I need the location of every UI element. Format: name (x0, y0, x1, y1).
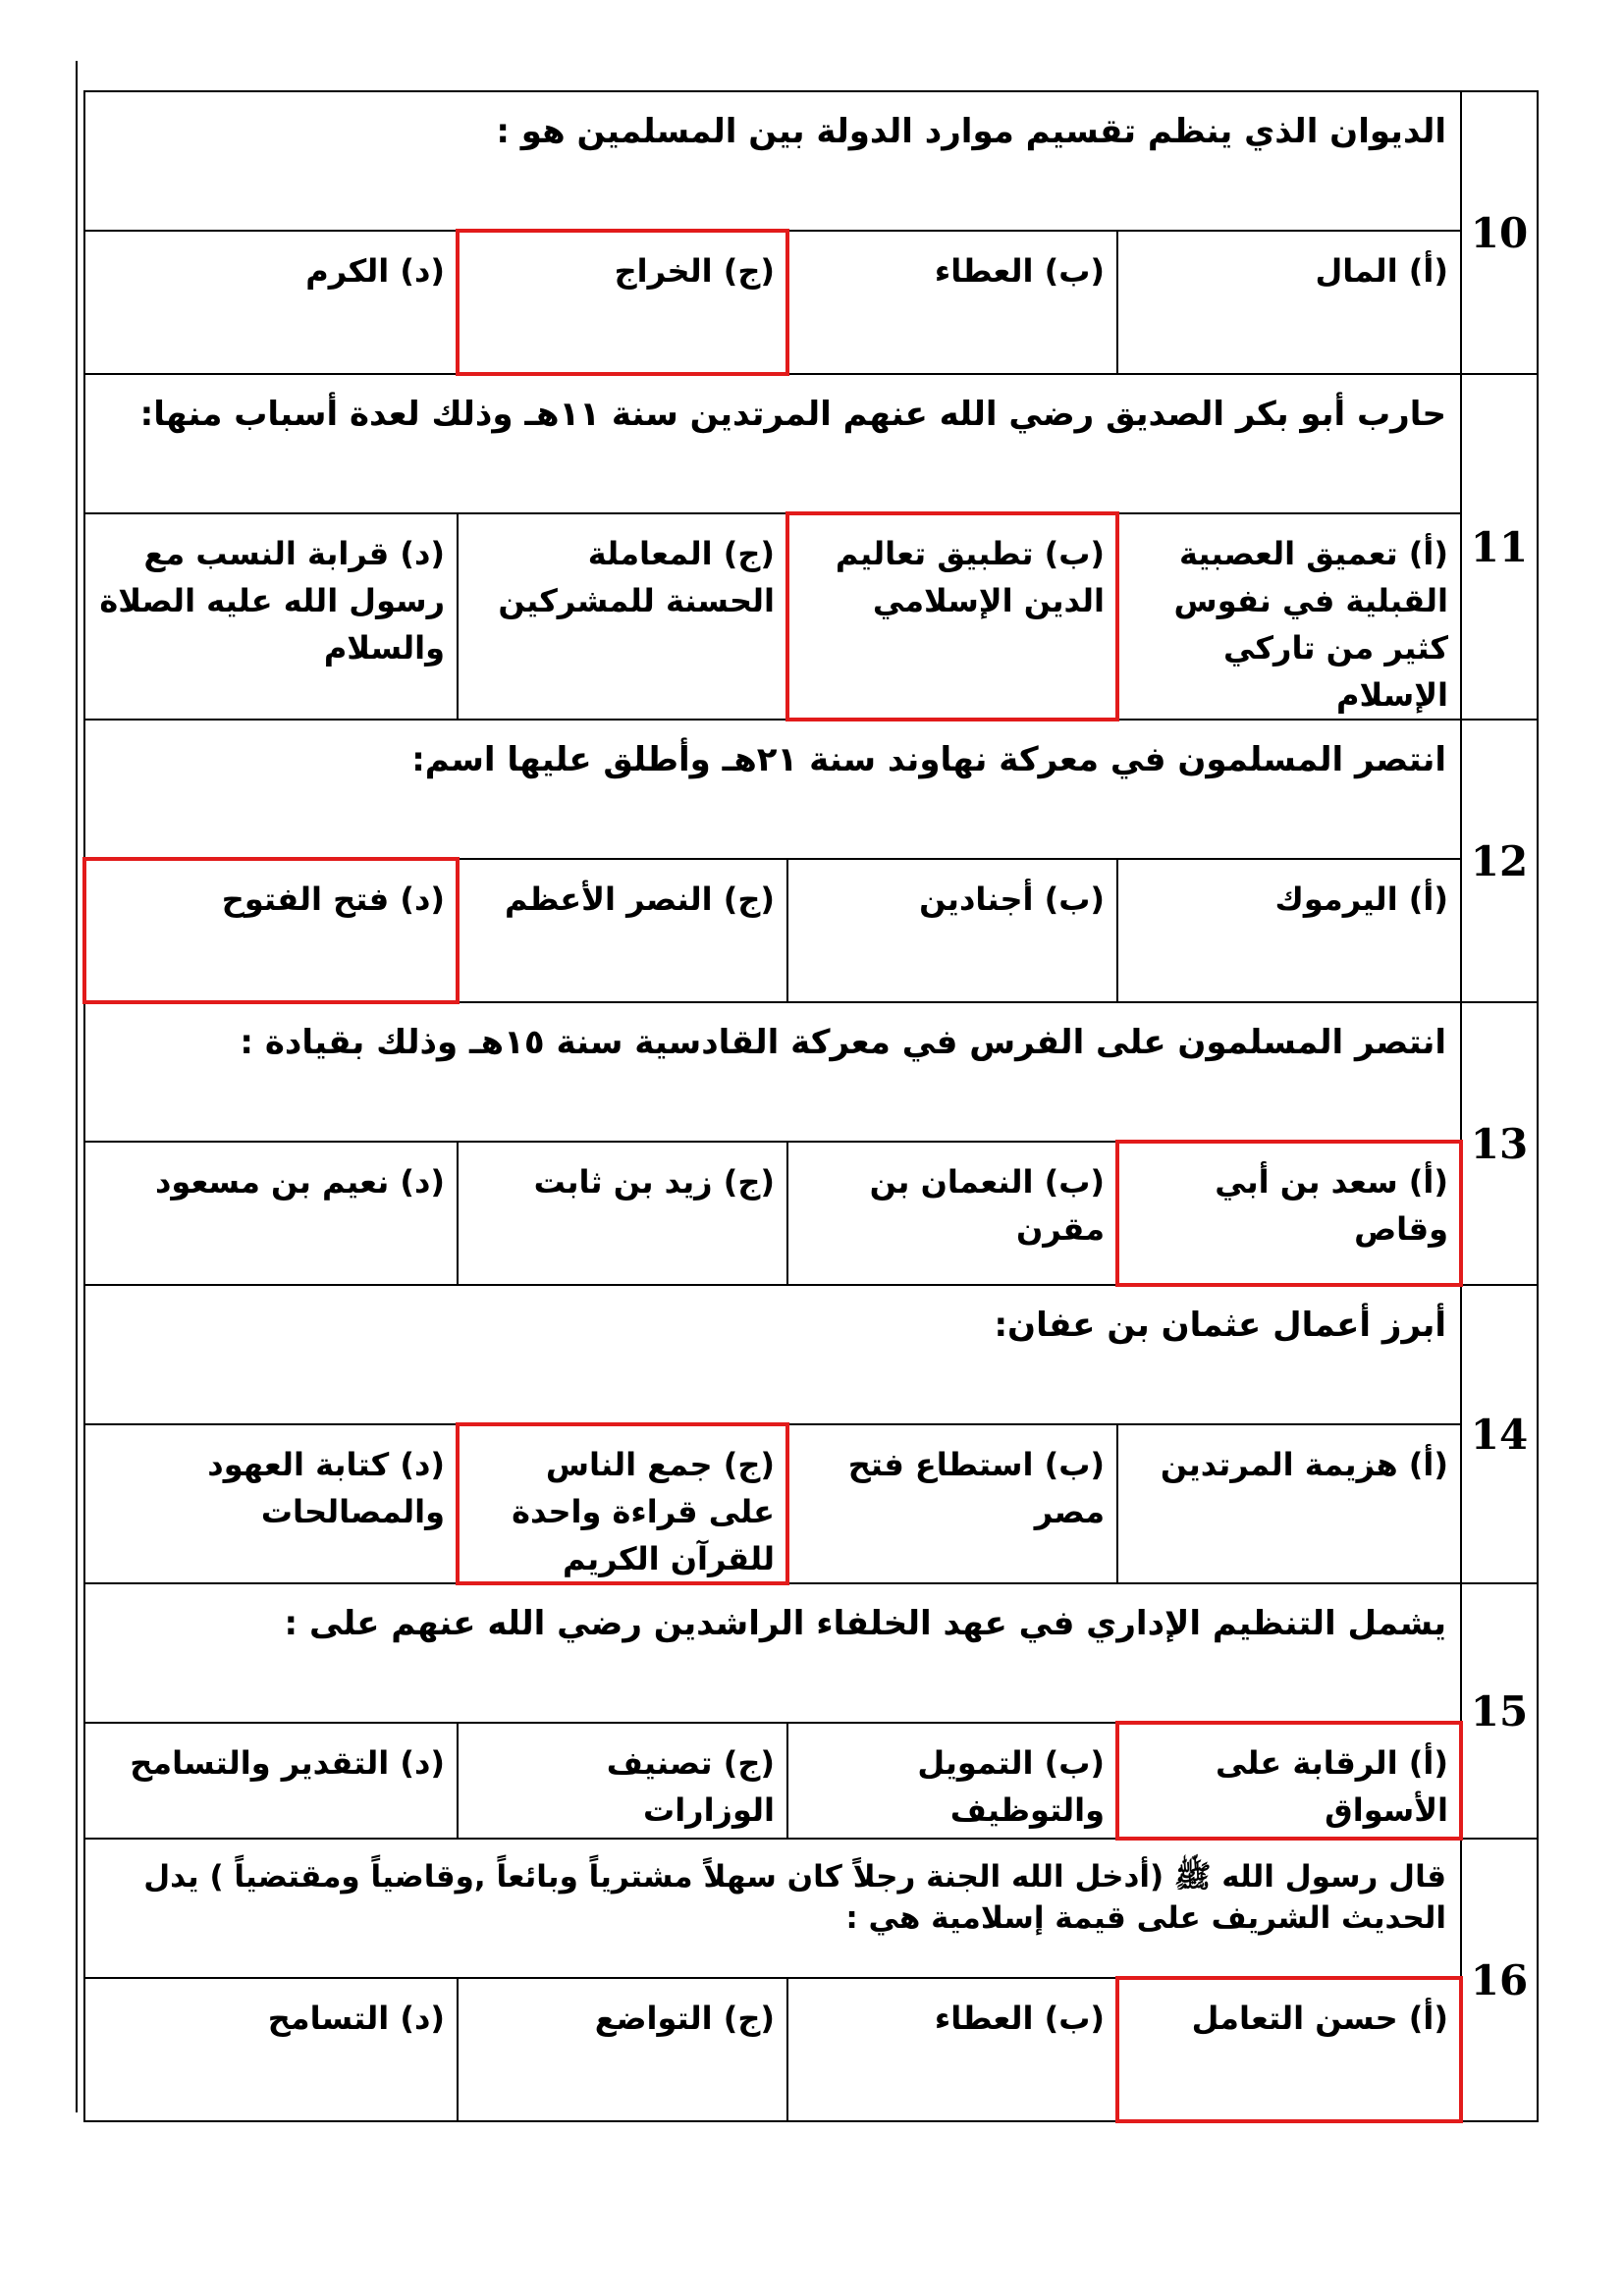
option-c-marked[interactable]: (ج) الخراج (458, 231, 787, 374)
options-row-15 (84, 1723, 1538, 1839)
question-row-16 (84, 1839, 1538, 1978)
option-b[interactable]: (ب) النعمان بن مقرن (787, 1142, 1117, 1285)
option-b[interactable]: (ب) أجنادين (787, 859, 1117, 1002)
option-d[interactable]: (د) نعيم بن مسعود (84, 1142, 458, 1285)
question-number: 14 (1461, 1285, 1538, 1583)
option-b[interactable]: (ب) استطاع فتح مصر (787, 1424, 1117, 1583)
option-d[interactable]: (د) التقدير والتسامح (84, 1723, 458, 1839)
question-stem: قال رسول الله ﷺ (أدخل الله الجنة رجلاً كان سهلاً مشترياً وبائعاً ,وقاضياً ومقتضياً ) يدل الحديث الشريف على قيمة إسلامية هي : (84, 1839, 1461, 1978)
options-row-13 (84, 1142, 1538, 1285)
option-a-marked[interactable]: (أ) حسن التعامل (1117, 1978, 1461, 2121)
option-a-marked[interactable]: (أ) سعد بن أبي وقاص (1117, 1142, 1461, 1285)
question-table (83, 90, 1539, 2122)
question-row-11 (84, 374, 1538, 513)
option-a[interactable]: (أ) هزيمة المرتدين (1117, 1424, 1461, 1583)
options-row-16 (84, 1978, 1538, 2121)
option-b[interactable]: (ب) العطاء (787, 231, 1117, 374)
option-a[interactable]: (أ) تعميق العصبية القبلية في نفوس كثير من تاركي الإسلام (1117, 513, 1461, 720)
option-d[interactable]: (د) قرابة النسب مع رسول الله عليه الصلاة والسلام (84, 513, 458, 720)
question-stem: الديوان الذي ينظم تقسيم موارد الدولة بين المسلمين هو : (84, 91, 1461, 231)
option-c-marked[interactable]: (ج) جمع الناس على قراءة واحدة للقرآن الكريم (458, 1424, 787, 1583)
option-b-marked[interactable]: (ب) تطبيق تعاليم الدين الإسلامي (787, 513, 1117, 720)
question-number: 15 (1461, 1583, 1538, 1839)
option-d-marked[interactable]: (د) فتح الفتوح (84, 859, 458, 1002)
question-stem: انتصر المسلمون في معركة نهاوند سنة ٢١هـ وأطلق عليها اسم: (84, 720, 1461, 859)
options-row-12 (84, 859, 1538, 1002)
question-stem: أبرز أعمال عثمان بن عفان: (84, 1285, 1461, 1424)
option-c[interactable]: (ج) التواضع (458, 1978, 787, 2121)
option-a[interactable]: (أ) المال (1117, 231, 1461, 374)
question-number: 16 (1461, 1839, 1538, 2121)
option-b[interactable]: (ب) التمويل والتوظيف (787, 1723, 1117, 1839)
question-number: 11 (1461, 374, 1538, 720)
question-number: 13 (1461, 1002, 1538, 1285)
question-stem: يشمل التنظيم الإداري في عهد الخلفاء الراشدين رضي الله عنهم على : (84, 1583, 1461, 1723)
option-a[interactable]: (أ) اليرموك (1117, 859, 1461, 1002)
option-d[interactable]: (د) الكرم (84, 231, 458, 374)
question-row-12 (84, 720, 1538, 859)
question-row-10 (84, 91, 1538, 231)
option-d[interactable]: (د) التسامح (84, 1978, 458, 2121)
options-row-11 (84, 513, 1538, 720)
option-a-marked[interactable]: (أ) الرقابة على الأسواق (1117, 1723, 1461, 1839)
page-margin-line (76, 61, 78, 2112)
option-c[interactable]: (ج) تصنيف الوزارات (458, 1723, 787, 1839)
question-number: 10 (1461, 91, 1538, 374)
question-row-15 (84, 1583, 1538, 1723)
question-stem: حارب أبو بكر الصديق رضي الله عنهم المرتدين سنة ١١هـ وذلك لعدة أسباب منها: (84, 374, 1461, 513)
question-row-13 (84, 1002, 1538, 1142)
question-row-14 (84, 1285, 1538, 1424)
question-number: 12 (1461, 720, 1538, 1002)
option-c[interactable]: (ج) النصر الأعظم (458, 859, 787, 1002)
option-b[interactable]: (ب) العطاء (787, 1978, 1117, 2121)
question-stem: انتصر المسلمون على الفرس في معركة القادسية سنة ١٥هـ وذلك بقيادة : (84, 1002, 1461, 1142)
options-row-14 (84, 1424, 1538, 1583)
options-row-10 (84, 231, 1538, 374)
option-d[interactable]: (د) كتابة العهود والمصالحات (84, 1424, 458, 1583)
option-c[interactable]: (ج) المعاملة الحسنة للمشركين (458, 513, 787, 720)
option-c[interactable]: (ج) زيد بن ثابت (458, 1142, 787, 1285)
